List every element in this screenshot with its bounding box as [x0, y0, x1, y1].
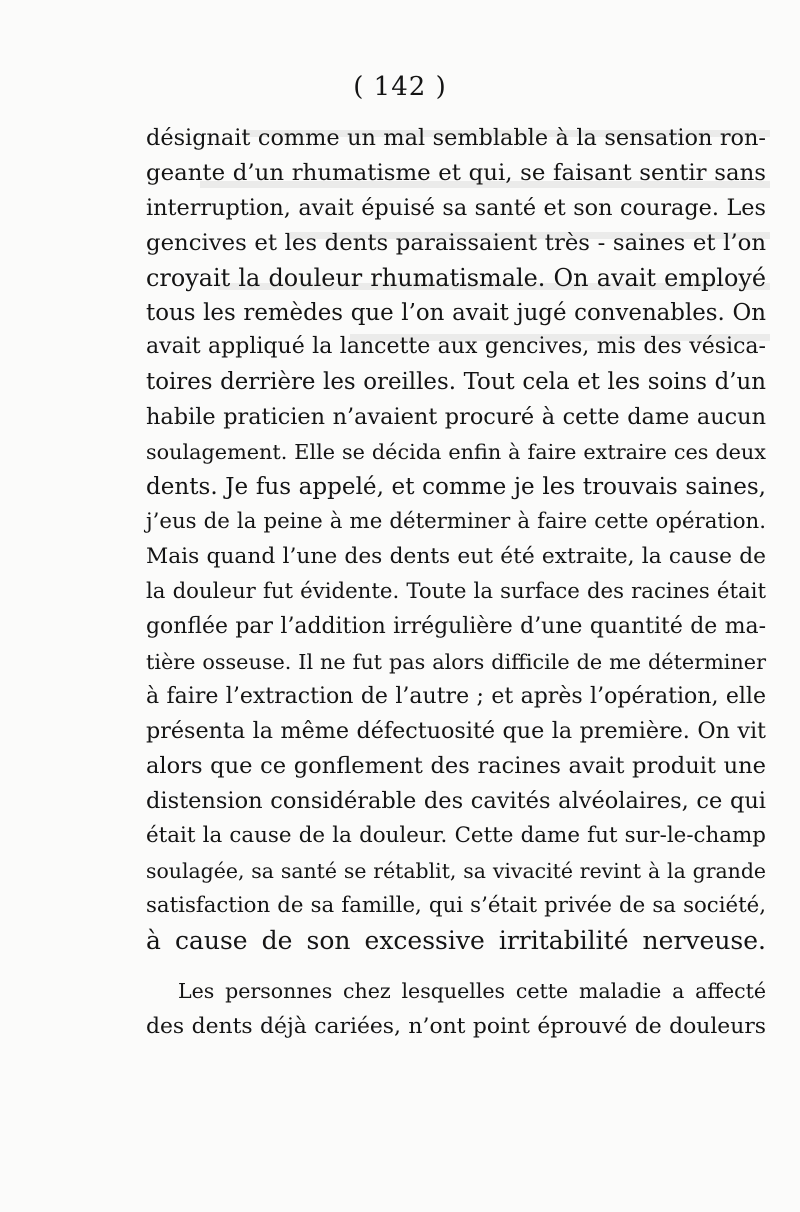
text-line: j’eus de la peine à me déterminer à faire cette opération.: [146, 508, 766, 534]
text-line: toires derrière les oreilles. Tout cela et les soins d’un: [146, 369, 766, 396]
text-line: Les personnes chez lesquelles cette maladie a affecté: [178, 979, 766, 1003]
text-line: à cause de son excessive irritabilité nerveuse.: [146, 925, 766, 955]
body-paragraph: [146, 974, 766, 1044]
text-line: alors que ce gonflement des racines avait produit une: [146, 753, 766, 780]
text-line: à faire l’extraction de l’autre ; et après l’opération, elle: [146, 683, 766, 709]
text-line: distension considérable des cavités alvéolaires, ce qui: [146, 788, 766, 815]
text-line: avait appliqué la lancette aux gencives, mis des vésica-: [146, 334, 766, 360]
text-line: était la cause de la douleur. Cette dame fut sur-le-champ: [146, 823, 766, 849]
text-line: interruption, avait épuisé sa santé et son courage. Les: [146, 194, 766, 221]
text-line: la douleur fut évidente. Toute la surface des racines était: [146, 578, 766, 604]
text-line: présenta la même défectuosité que la première. On vit: [146, 718, 766, 745]
text-line: habile praticien n’avaient procuré à cette dame aucun: [146, 404, 766, 431]
text-line: dents. Je fus appelé, et comme je les trouvais saines,: [146, 474, 766, 501]
text-line: gonflée par l’addition irrégulière d’une quantité de ma-: [146, 613, 766, 639]
text-line: soulagée, sa santé se rétablit, sa vivacité revint à la grande: [146, 859, 766, 884]
text-line: soulagement. Elle se décida enfin à faire extraire ces deux: [146, 440, 766, 465]
page-number: ( 142 ): [353, 72, 447, 102]
text-line: des dents déjà cariées, n’ont point éprouvé de douleurs: [146, 1014, 766, 1039]
text-line: satisfaction de sa famille, qui s’était privée de sa société,: [146, 892, 766, 918]
text-line: geante d’un rhumatisme et qui, se faisant sentir sans: [146, 159, 766, 186]
text-line: Mais quand l’une des dents eut été extraite, la cause de: [146, 543, 766, 569]
text-line: désignait comme un mal semblable à la sensation ron-: [146, 125, 766, 151]
text-line: tous les remèdes que l’on avait jugé convenables. On: [146, 299, 766, 326]
body-paragraph: [146, 121, 766, 959]
text-line: croyait la douleur rhumatismale. On avait employé: [146, 263, 766, 292]
text-line: gencives et les dents paraissaient très - saines et l’on: [146, 229, 766, 256]
text-line: tière osseuse. Il ne fut pas alors difficile de me déterminer: [146, 649, 766, 674]
